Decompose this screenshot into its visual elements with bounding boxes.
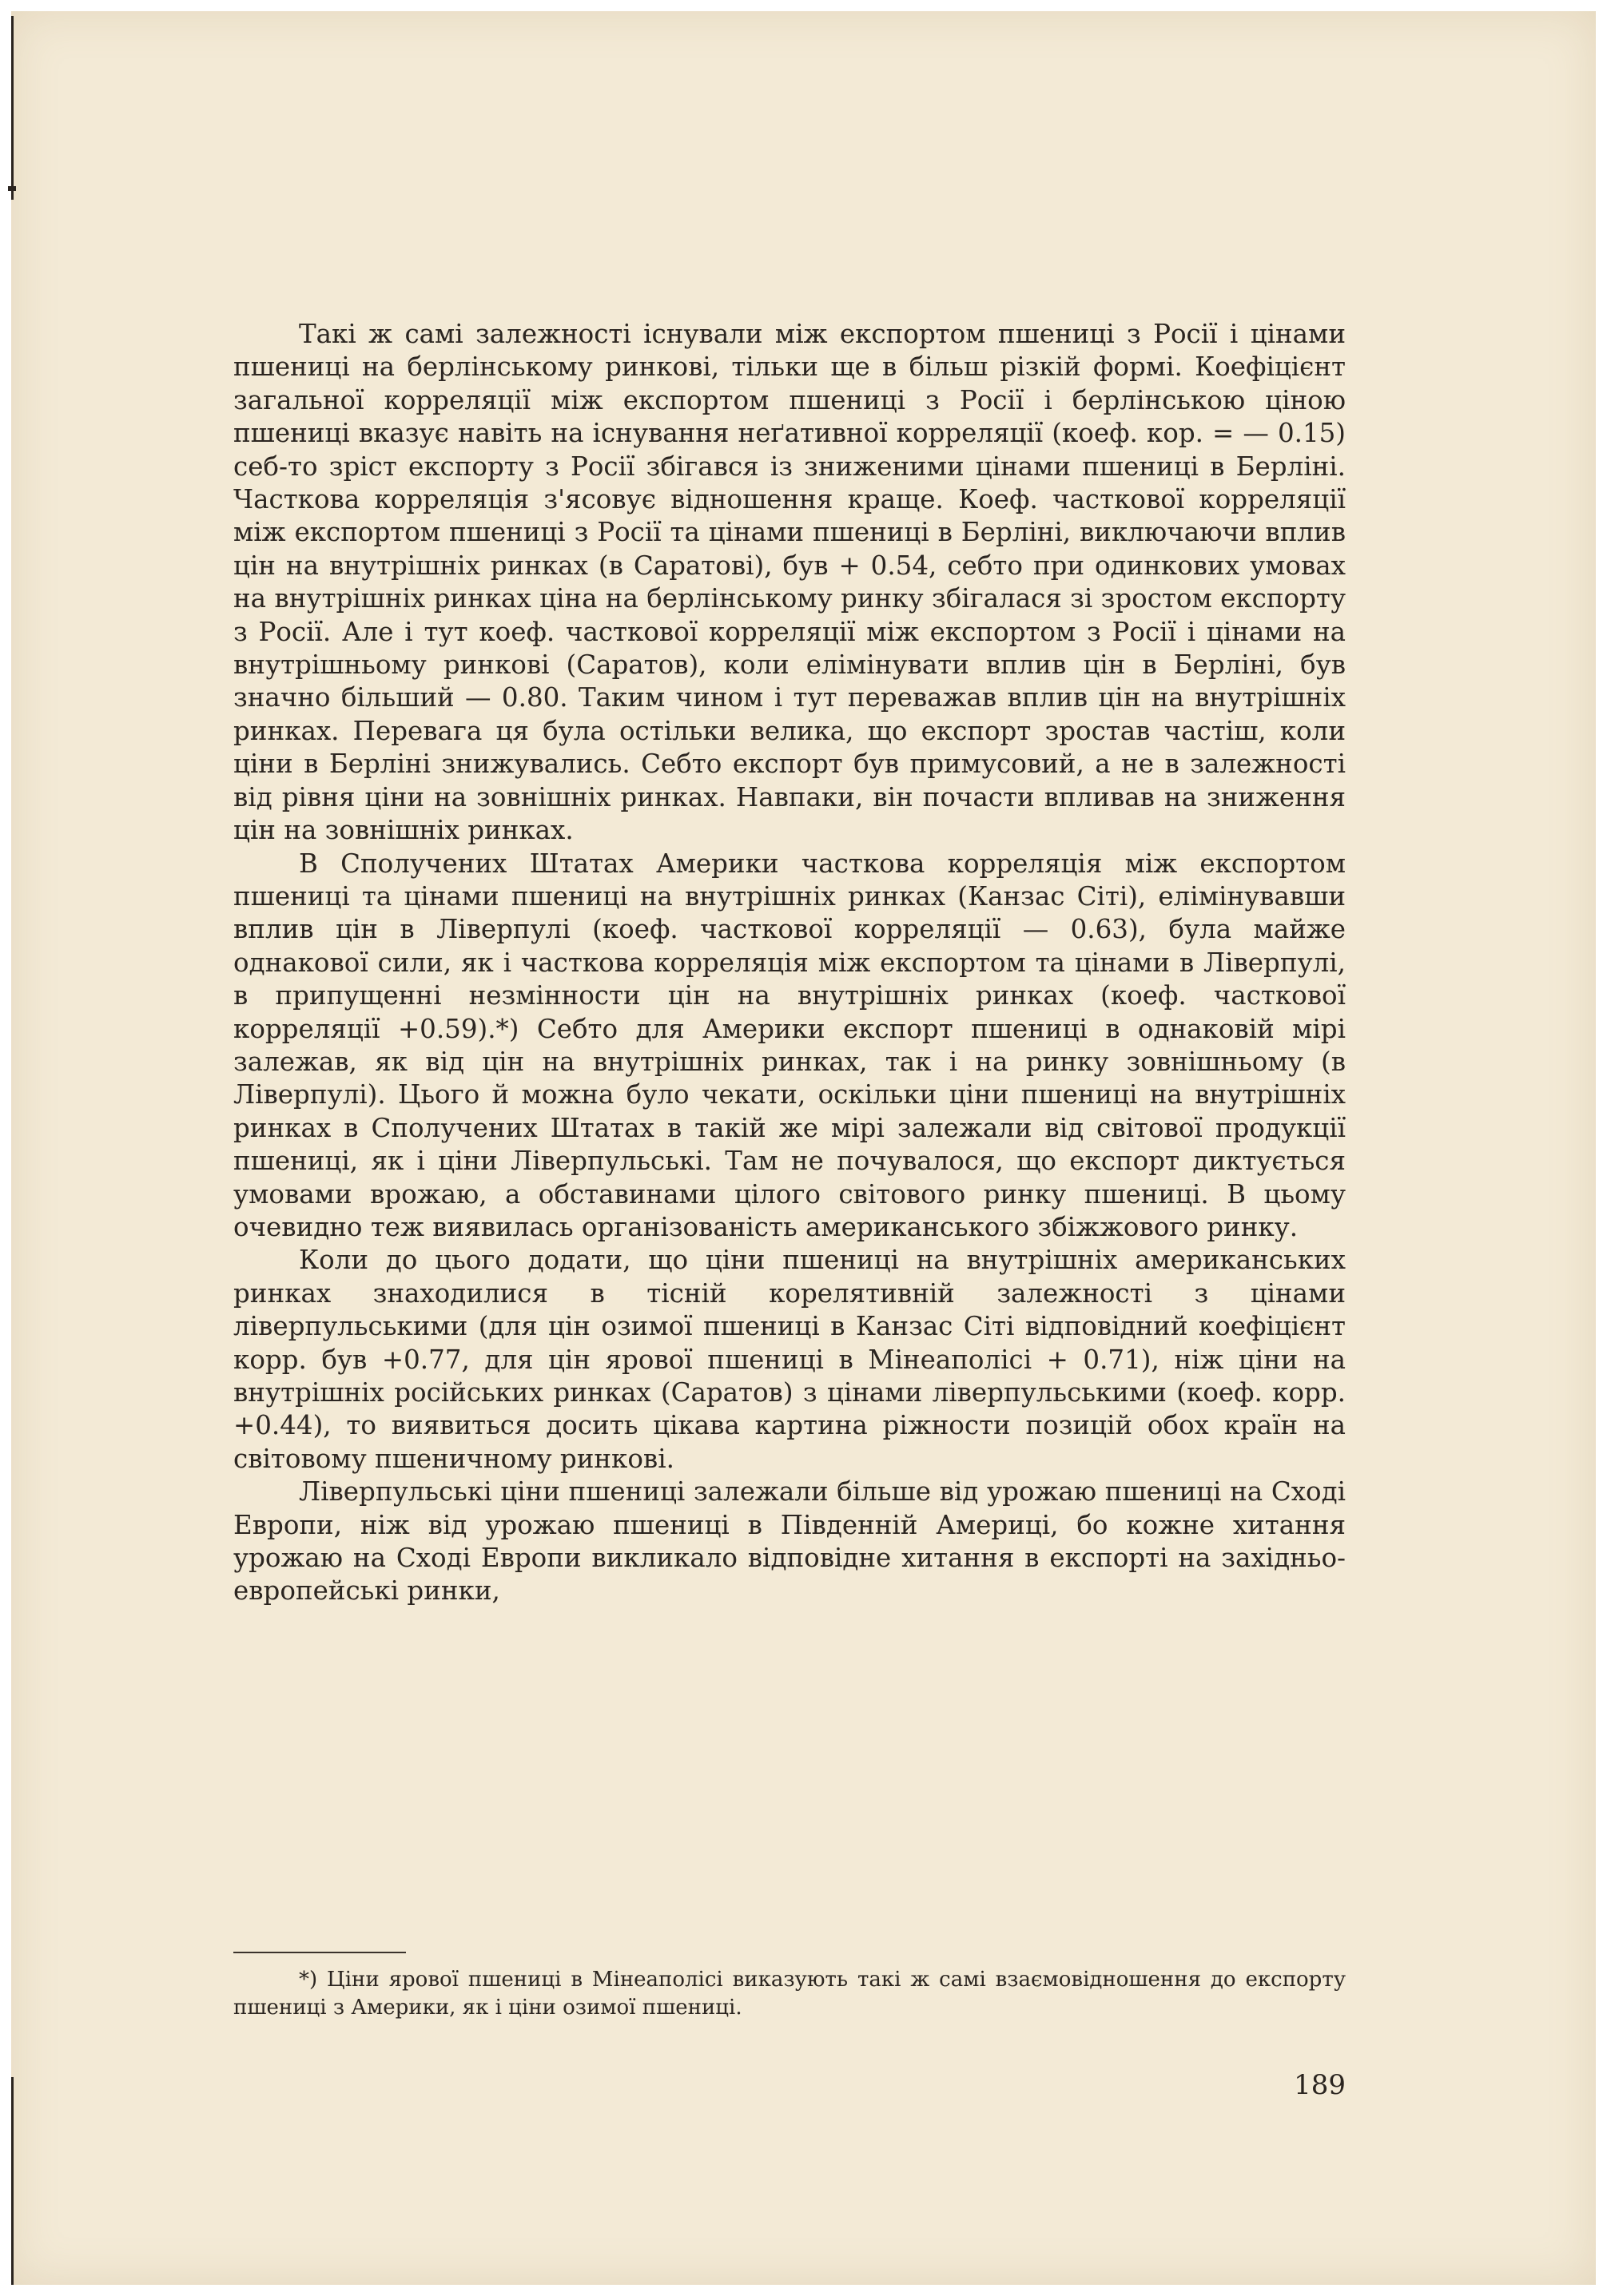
paragraph-4: Ліверпульські ціни пшениці залежали більше від урожаю пшениці на Сході Европи, ніж від урожаю пшениці в Південній Америці, бо кожне хитання урожаю на Сході Европи викликало відповідне хитання в експорті на західньо-европейські ринки, bbox=[233, 1476, 1346, 1607]
footnote-divider bbox=[233, 1952, 406, 1953]
paragraph-1: Такі ж самі залежності існували між експортом пшениці з Росії і цінами пшениці на берлінському ринкові, тільки ще в більш різкій формі. Коефіцієнт загальної корреляції між експортом пшениці з Росії і берлінською ціною пшениці вказує навіть на існування неґативної корреляції (коеф. кор. = — 0.15) себ-то зріст експорту з Росії збігався із зниженими цінами пшениці в Берліні. Часткова корреляція з'ясовує відношення краще. Коеф. часткової корреляції між експортом пшениці з Росії та цінами пшениці в Берліні, виключаючи вплив цін на внутрішніх ринках (в Саратові), був + 0.54, себто при одинкових умовах на внутрішніх ринках ціна на берлінському ринку збігалася зі зростом експорту з Росії. Але і тут коеф. часткової корреляції між експортом з Росії і цінами на внутрішньому ринкові (Саратов), коли елімінувати вплив цін в Берліні, був значно більший — 0.80. Таким чином і тут переважав вплив цін на внутрішніх ринках. Перевага ця була остільки велика, що експорт зростав частіш, коли ціни в Берліні знижувались. Себто експорт був примусовий, а не в залежності від рівня ціни на зовнішніх ринках. Навпаки, він почасти впливав на зниження цін на зовнішніх ринках. bbox=[233, 319, 1346, 846]
paragraph-3: Коли до цього додати, що ціни пшениці на внутрішніх американських ринках знаходилися в тісній корелятивній залежності з цінами ліверпульськими (для цін озимої пшениці в Канзас Сіті відповідний коефіцієнт корр. був +0.77, для цін ярової пшениці в Мінеаполісі + 0.71), ніж ціни на внутрішніх російських ринках (Саратов) з цінами ліверпульськими (коеф. корр. +0.44), то виявиться досить цікава картина ріжности позицій обох країн на світовому пшеничному ринкові. bbox=[233, 1245, 1346, 1474]
binding-edge-line-bottom bbox=[11, 2077, 14, 2285]
binding-edge-mark bbox=[8, 186, 16, 191]
binding-edge-line-top bbox=[11, 16, 14, 200]
body-text bbox=[233, 318, 1346, 1608]
page-number: 189 bbox=[1294, 2069, 1346, 2101]
footnote: *) Ціни ярової пшениці в Мінеаполісі виказують такі ж самі взаємовідношення до експорту пшениці з Америки, як і ціни озимої пшениці. bbox=[233, 1968, 1346, 2020]
paragraph-2: В Сполучених Штатах Америки часткова корреляція між експортом пшениці та цінами пшениці на внутрішніх ринках (Канзас Сіті), елімінувавши вплив цін в Ліверпулі (коеф. часткової корреляції — 0.63), була майже однакової сили, як і часткова корреляція між експортом та цінами в Ліверпулі, в припущенні незмінности цін на внутрішніх ринках (коеф. часткової корреляції +0.59).*) Себто для Америки експорт пшениці в однаковій мірі залежав, як від цін на внутрішніх ринках, так і на ринку зовнішньому (в Ліверпулі). Цього й можна було чекати, оскільки ціни пшениці на внутрішніх ринках в Сполучених Штатах в такій же мірі залежали від світової продукції пшениці, як і ціни Ліверпульські. Там не почувалося, що експорт диктується умовами врожаю, а обставинами цілого світового ринку пшениці. В цьому очевидно теж виявилась організованість американського збіжжового ринку. bbox=[233, 848, 1346, 1242]
